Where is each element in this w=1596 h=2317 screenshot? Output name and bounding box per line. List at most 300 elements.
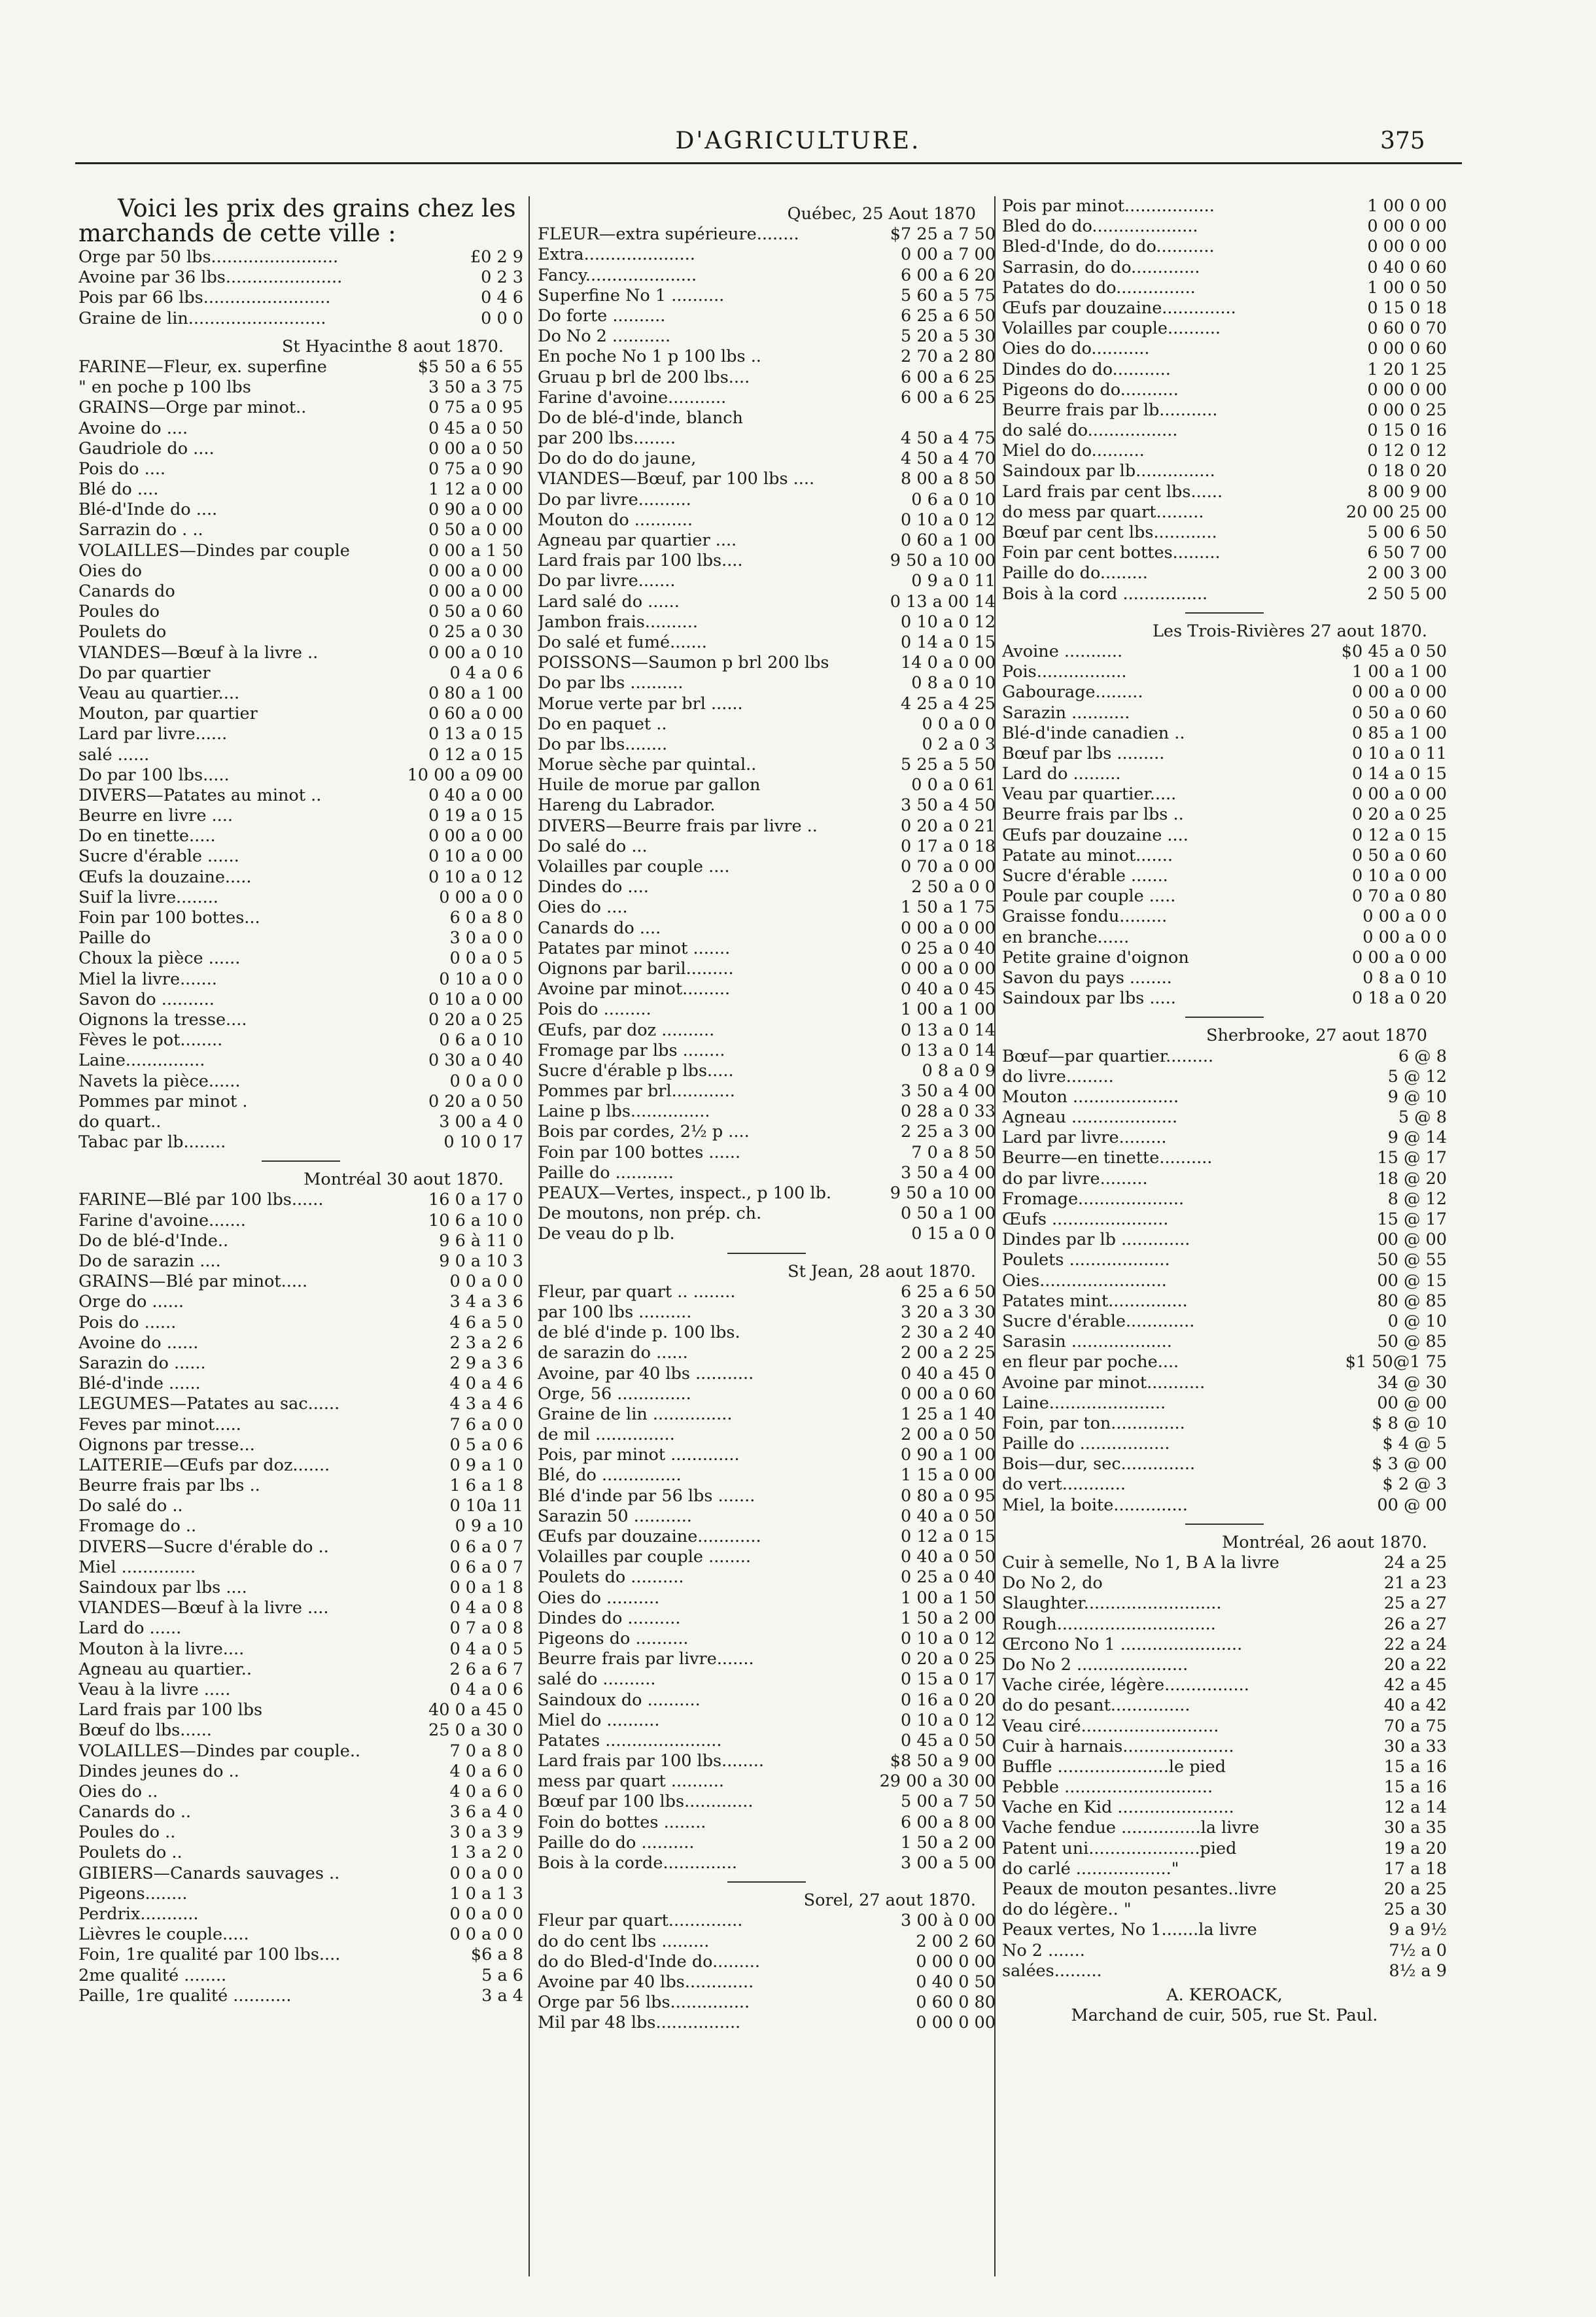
price-row bbox=[1002, 298, 1447, 319]
intro-line: Voici les prix des grains chez les bbox=[118, 196, 516, 222]
price-value: 3 00 à 0 00 bbox=[901, 1911, 996, 1931]
price-value: 0 85 a 1 00 bbox=[1352, 723, 1447, 743]
price-value: 2 9 a 3 6 bbox=[449, 1353, 523, 1373]
price-item: GRAINS—Orge par minot.. bbox=[78, 398, 307, 418]
price-row bbox=[78, 1680, 523, 1700]
price-value: 5 00 a 7 50 bbox=[901, 1792, 996, 1812]
price-value: 0 4 a 0 8 bbox=[449, 1598, 523, 1618]
price-row bbox=[538, 286, 996, 306]
price-row bbox=[538, 795, 996, 816]
price-value: 0 9 a 1 0 bbox=[449, 1455, 523, 1475]
price-item: Perdrix........... bbox=[78, 1904, 199, 1925]
price-row bbox=[78, 622, 523, 642]
price-value: 1 00 0 50 bbox=[1367, 277, 1447, 298]
price-value: £0 2 9 bbox=[470, 247, 523, 267]
price-row bbox=[78, 1010, 523, 1030]
price-value: 0 00 0 00 bbox=[1367, 237, 1447, 257]
price-row bbox=[1002, 1594, 1447, 1614]
price-row bbox=[1002, 502, 1447, 523]
price-item: Gabourage......... bbox=[1002, 682, 1143, 703]
price-item: Savon du pays ........ bbox=[1002, 967, 1172, 988]
price-value: $5 50 a 6 55 bbox=[417, 357, 523, 377]
price-value: 0 8 a 0 10 bbox=[911, 673, 996, 693]
price-row bbox=[538, 490, 996, 510]
price-value: 0 13 a 0 14 bbox=[901, 1040, 996, 1060]
price-item: Canards do bbox=[78, 582, 175, 602]
price-row bbox=[538, 1323, 996, 1343]
price-value: 8 @ 12 bbox=[1387, 1189, 1447, 1209]
price-item: Farine d'avoine........... bbox=[538, 387, 727, 408]
price-row bbox=[78, 1822, 523, 1843]
price-item: Sarrazin do . .. bbox=[78, 520, 203, 540]
price-row bbox=[78, 247, 523, 268]
price-value: 0 10 a 0 12 bbox=[901, 612, 996, 632]
price-value: 0 75 a 0 90 bbox=[428, 459, 523, 479]
price-value: 0 13 a 00 14 bbox=[890, 591, 996, 612]
price-value: 10 6 a 10 0 bbox=[428, 1210, 523, 1230]
price-value: $ 4 @ 5 bbox=[1382, 1434, 1447, 1454]
price-row bbox=[1002, 1271, 1447, 1291]
price-value: 2 25 a 3 00 bbox=[901, 1122, 996, 1142]
price-item: Dindes do .......... bbox=[538, 1608, 681, 1628]
price-item: Vache cirée, légère................ bbox=[1002, 1675, 1249, 1696]
price-value: 0 10 a 0 00 bbox=[428, 846, 523, 867]
price-item: Orge, 56 .............. bbox=[538, 1384, 691, 1404]
price-row bbox=[78, 1092, 523, 1112]
price-row bbox=[538, 1343, 996, 1363]
price-row bbox=[78, 1945, 523, 1965]
price-row bbox=[1002, 1900, 1447, 1920]
price-item: Mouton .................... bbox=[1002, 1087, 1179, 1107]
price-value: 34 @ 30 bbox=[1377, 1372, 1447, 1393]
price-value: 0 0 a 0 0 bbox=[922, 714, 996, 734]
price-row bbox=[1002, 928, 1447, 948]
price-value: 20 a 25 bbox=[1383, 1879, 1447, 1900]
price-value: 1 00 a 1 00 bbox=[901, 1000, 996, 1020]
price-item: Pois par minot................. bbox=[1002, 196, 1215, 216]
price-value: 2 00 a 2 25 bbox=[901, 1343, 996, 1363]
price-item: Gruau p brl de 200 lbs.... bbox=[538, 367, 750, 387]
price-item: Sucre d'érable ....... bbox=[1002, 866, 1168, 886]
price-row bbox=[1002, 523, 1447, 543]
price-item: Miel do .......... bbox=[538, 1710, 660, 1730]
price-row bbox=[78, 1782, 523, 1802]
price-row bbox=[538, 1302, 996, 1323]
price-value: 10 00 a 09 00 bbox=[407, 765, 523, 785]
price-row bbox=[538, 531, 996, 551]
price-value: 0 40 a 45 0 bbox=[901, 1363, 996, 1384]
price-row bbox=[1002, 1777, 1447, 1798]
price-value: 0 6 a 0 7 bbox=[449, 1557, 523, 1577]
price-row bbox=[78, 663, 523, 684]
price-item: par 100 lbs .......... bbox=[538, 1302, 692, 1322]
price-item: Pigeons........ bbox=[78, 1883, 188, 1904]
price-value: 0 00 a 0 0 bbox=[1362, 927, 1447, 947]
price-value: 2 70 a 2 80 bbox=[901, 347, 996, 367]
price-item: Paille do ........... bbox=[538, 1162, 674, 1183]
price-row bbox=[1002, 826, 1447, 846]
price-value: 0 00 0 00 bbox=[1367, 379, 1447, 400]
price-row bbox=[538, 775, 996, 795]
price-row bbox=[538, 1588, 996, 1609]
price-value: 3 00 a 5 00 bbox=[901, 1853, 996, 1873]
price-item: Beurre frais par livre....... bbox=[538, 1649, 754, 1669]
signer-name: A. KEROACK, bbox=[1166, 1985, 1283, 2005]
price-row bbox=[538, 1792, 996, 1812]
price-item: Oies do .. bbox=[78, 1781, 158, 1802]
price-value: 15 a 16 bbox=[1383, 1756, 1447, 1777]
price-row bbox=[538, 959, 996, 979]
price-value: 3 0 a 3 9 bbox=[449, 1822, 523, 1843]
price-value: 0 45 a 0 50 bbox=[901, 1730, 996, 1751]
price-item: salé ...... bbox=[78, 744, 150, 765]
price-item: Bois—dur, sec.............. bbox=[1002, 1454, 1196, 1474]
price-item: Pommes par minot . bbox=[78, 1091, 248, 1111]
price-item: Avoine par minot......... bbox=[538, 979, 731, 1000]
price-value: 0 40 0 50 bbox=[916, 1972, 996, 1992]
price-item: Dindes jeunes do .. bbox=[78, 1761, 239, 1781]
price-value: 0 90 a 1 00 bbox=[901, 1445, 996, 1465]
price-value: 0 4 a 0 5 bbox=[449, 1639, 523, 1659]
price-row bbox=[538, 1690, 996, 1711]
market-heading: Sorel, 27 aout 1870. bbox=[803, 1890, 976, 1911]
price-value: 50 @ 55 bbox=[1377, 1250, 1447, 1270]
price-item: Rough.............................. bbox=[1002, 1614, 1216, 1634]
price-row bbox=[538, 1669, 996, 1690]
price-row bbox=[78, 990, 523, 1010]
price-row bbox=[78, 1802, 523, 1822]
price-item: Poulets ................... bbox=[1002, 1250, 1170, 1270]
price-value: 0 00 a 0 00 bbox=[901, 918, 996, 938]
price-row bbox=[1002, 907, 1447, 927]
price-row bbox=[1002, 441, 1447, 461]
price-row bbox=[538, 469, 996, 489]
price-item: LAITERIE—Œufs par doz....... bbox=[78, 1455, 330, 1475]
price-item: Sarazin do ...... bbox=[78, 1353, 206, 1373]
price-item: do mess par quart......... bbox=[1002, 502, 1204, 522]
price-value bbox=[993, 408, 996, 428]
price-row bbox=[1002, 237, 1447, 257]
price-value: 0 70 a 0 80 bbox=[1352, 886, 1447, 907]
price-value: 0 20 a 0 25 bbox=[901, 1649, 996, 1669]
price-item: VIANDES—Bœuf, par 100 lbs .... bbox=[538, 469, 815, 489]
price-row bbox=[78, 1966, 523, 1986]
price-row bbox=[78, 1071, 523, 1092]
price-value: 0 0 a 1 8 bbox=[449, 1578, 523, 1598]
price-row bbox=[538, 1384, 996, 1404]
price-value: 0 00 a 0 0 bbox=[1362, 907, 1447, 927]
price-row bbox=[1002, 1635, 1447, 1655]
price-item: Mouton, par quartier bbox=[78, 704, 258, 724]
price-item: do par livre......... bbox=[1002, 1168, 1148, 1189]
price-value: 0 50 a 0 60 bbox=[428, 602, 523, 622]
price-value: 9 50 a 10 00 bbox=[890, 551, 996, 571]
price-item: Peaux vertes, No 1.......la livre bbox=[1002, 1920, 1257, 1940]
price-value: 0 40 a 0 00 bbox=[428, 785, 523, 805]
price-item: Petite graine d'oignon bbox=[1002, 947, 1189, 967]
price-row bbox=[1002, 1454, 1447, 1474]
price-value: 4 50 a 4 75 bbox=[901, 428, 996, 449]
price-value: 6 25 a 6 50 bbox=[901, 305, 996, 326]
price-value: 6 0 a 8 0 bbox=[449, 908, 523, 928]
price-item: Avoine, par 40 lbs ........... bbox=[538, 1363, 754, 1384]
price-item: Buffle .....................le pied bbox=[1002, 1756, 1226, 1777]
price-value: 1 50 a 1 75 bbox=[901, 897, 996, 918]
price-row bbox=[1002, 988, 1447, 1009]
price-value: 6 00 a 6 25 bbox=[901, 367, 996, 387]
page-number: 375 bbox=[1380, 128, 1425, 154]
price-row bbox=[1002, 360, 1447, 380]
price-value: 21 a 23 bbox=[1383, 1573, 1447, 1594]
price-value: 0 60 a 1 00 bbox=[901, 531, 996, 551]
price-item: do quart.. bbox=[78, 1111, 162, 1132]
price-row bbox=[78, 1374, 523, 1394]
price-value: 0 9 a 0 11 bbox=[911, 571, 996, 591]
price-row bbox=[78, 268, 523, 288]
price-row bbox=[78, 500, 523, 520]
price-item: do vert............ bbox=[1002, 1474, 1126, 1495]
price-item: Beurre—en tinette.......... bbox=[1002, 1148, 1213, 1168]
price-value: 6 25 a 6 50 bbox=[901, 1281, 996, 1302]
price-item: Do par livre.......... bbox=[538, 489, 691, 510]
price-item: Dindes do do........... bbox=[1002, 359, 1171, 379]
price-item: salé do .......... bbox=[538, 1669, 656, 1690]
price-value: 0 18 0 20 bbox=[1367, 461, 1447, 481]
price-value: 0 20 a 0 21 bbox=[901, 816, 996, 836]
price-row bbox=[78, 1415, 523, 1435]
price-row bbox=[1002, 1312, 1447, 1332]
price-value: 0 50 a 0 60 bbox=[1352, 845, 1447, 865]
price-row bbox=[538, 1183, 996, 1204]
price-value: 9 a 9½ bbox=[1389, 1920, 1447, 1940]
price-item: Orge par 56 lbs............... bbox=[538, 1993, 750, 2013]
price-item: Jambon frais.......... bbox=[538, 612, 698, 632]
price-item: Pois do ...... bbox=[78, 1312, 177, 1333]
price-item: Fancy..................... bbox=[538, 265, 697, 285]
price-item: Do do do do jaune, bbox=[538, 449, 697, 469]
price-row bbox=[538, 1567, 996, 1588]
column-right bbox=[1002, 196, 1447, 2026]
price-row bbox=[1002, 784, 1447, 805]
price-value: 0 10 a 0 00 bbox=[1352, 866, 1447, 886]
price-item: Do par quartier bbox=[78, 663, 211, 683]
price-value: 1 00 a 1 00 bbox=[1352, 662, 1447, 682]
price-value: $8 50 a 9 00 bbox=[890, 1751, 996, 1771]
price-row bbox=[78, 602, 523, 622]
price-item: Canards do .. bbox=[78, 1802, 192, 1822]
price-value: 0 12 a 0 15 bbox=[428, 744, 523, 765]
price-value: 0 8 a 0 9 bbox=[922, 1060, 996, 1081]
price-row bbox=[1002, 1230, 1447, 1250]
price-row bbox=[78, 1455, 523, 1476]
price-item: mess par quart .......... bbox=[538, 1771, 724, 1792]
price-value: 0 18 a 0 20 bbox=[1352, 988, 1447, 1009]
price-row bbox=[1002, 1189, 1447, 1210]
price-value: 1 12 a 0 00 bbox=[428, 479, 523, 500]
price-value: 6 00 a 6 25 bbox=[901, 387, 996, 408]
price-value: 40 a 42 bbox=[1383, 1696, 1447, 1716]
price-value: 0 00 0 60 bbox=[1367, 339, 1447, 359]
price-value: 3 50 a 3 75 bbox=[428, 377, 523, 398]
price-row bbox=[538, 653, 996, 673]
price-value: 7 0 a 8 50 bbox=[911, 1142, 996, 1162]
price-value: 0 16 a 0 20 bbox=[901, 1690, 996, 1710]
price-row bbox=[1002, 1573, 1447, 1594]
price-item: Paille do ................. bbox=[1002, 1434, 1170, 1454]
price-value: $ 2 @ 3 bbox=[1382, 1474, 1447, 1495]
price-item: Fromage par lbs ........ bbox=[538, 1040, 725, 1060]
price-value: 0 4 a 0 6 bbox=[449, 663, 523, 683]
price-item: Patates ...................... bbox=[538, 1730, 722, 1751]
section-separator bbox=[1185, 1017, 1264, 1018]
price-value: 0 15 a 0 0 bbox=[911, 1224, 996, 1244]
price-row bbox=[1002, 1128, 1447, 1148]
price-item: Bois à la cord ................ bbox=[1002, 584, 1208, 604]
price-value: 15 @ 17 bbox=[1377, 1148, 1447, 1168]
price-value: 0 4 a 0 6 bbox=[449, 1679, 523, 1699]
price-row bbox=[1002, 886, 1447, 907]
price-row bbox=[1002, 948, 1447, 968]
price-item: Sarazin 50 ........... bbox=[538, 1506, 692, 1526]
price-value: 3 00 a 4 0 bbox=[439, 1111, 523, 1132]
price-value: 8 00 9 00 bbox=[1367, 481, 1447, 502]
price-item: Foin, 1re qualité par 100 lbs.... bbox=[78, 1945, 341, 1965]
price-row bbox=[538, 1771, 996, 1792]
price-value: 4 50 a 4 70 bbox=[901, 449, 996, 469]
price-row bbox=[1002, 1675, 1447, 1696]
price-value: 0 90 a 0 00 bbox=[428, 500, 523, 520]
price-row bbox=[78, 1333, 523, 1353]
price-item: Canards do .... bbox=[538, 918, 661, 938]
price-item: Oies do .... bbox=[538, 897, 628, 918]
price-item: Volailles par couple ........ bbox=[538, 1547, 751, 1567]
price-item: Bois par cordes, 2½ p .... bbox=[538, 1122, 750, 1142]
price-value: 9 0 a 10 3 bbox=[439, 1251, 523, 1272]
price-value: 2 30 a 2 40 bbox=[901, 1323, 996, 1343]
column-divider bbox=[529, 196, 530, 2276]
price-row bbox=[78, 1231, 523, 1251]
price-row bbox=[1002, 258, 1447, 278]
price-row bbox=[538, 266, 996, 286]
price-row bbox=[78, 846, 523, 867]
price-item: Œufs la douzaine..... bbox=[78, 867, 252, 887]
price-row bbox=[538, 1527, 996, 1547]
price-row bbox=[78, 1904, 523, 1925]
price-value: 4 25 a 4 25 bbox=[901, 693, 996, 714]
price-value: 0 00 a 0 00 bbox=[428, 826, 523, 846]
price-item: Beurre frais par lb........... bbox=[1002, 400, 1218, 420]
price-value: 0 0 0 bbox=[481, 308, 523, 328]
price-row bbox=[538, 306, 996, 326]
price-row bbox=[1002, 968, 1447, 988]
price-row bbox=[78, 1618, 523, 1639]
price-row bbox=[1002, 846, 1447, 866]
price-value: 0 40 a 0 50 bbox=[901, 1547, 996, 1567]
price-item: Lard frais par 100 lbs........ bbox=[538, 1751, 764, 1771]
price-item: Patates par minot ....... bbox=[538, 938, 731, 958]
price-value: 0 00 0 00 bbox=[1367, 217, 1447, 237]
price-value: 0 25 a 0 30 bbox=[428, 622, 523, 642]
price-value: 0 40 a 0 45 bbox=[901, 979, 996, 1000]
price-value: 20 a 22 bbox=[1383, 1654, 1447, 1675]
price-row bbox=[538, 428, 996, 449]
price-row bbox=[1002, 1941, 1447, 1961]
price-value: 00 @ 00 bbox=[1377, 1230, 1447, 1250]
price-item: Vache en Kid ...................... bbox=[1002, 1798, 1234, 1818]
price-row bbox=[1002, 1818, 1447, 1838]
price-row bbox=[78, 1537, 523, 1558]
price-row bbox=[78, 1516, 523, 1537]
price-value: 4 0 a 4 6 bbox=[449, 1374, 523, 1394]
price-item: VIANDES—Bœuf à la livre .... bbox=[78, 1598, 329, 1618]
price-item: Paille, 1re qualité ........... bbox=[78, 1985, 292, 2006]
price-item: Veau par quartier..... bbox=[1002, 784, 1177, 805]
price-value: 0 00 0 25 bbox=[1367, 400, 1447, 420]
price-item: Suif la livre........ bbox=[78, 887, 218, 907]
price-item: DIVERS—Patates au minot .. bbox=[78, 785, 322, 805]
price-value: 0 40 a 0 50 bbox=[901, 1506, 996, 1526]
price-item: Cuir à semelle, No 1, B A la livre bbox=[1002, 1553, 1279, 1573]
price-row bbox=[78, 1112, 523, 1132]
price-row bbox=[1002, 461, 1447, 481]
price-item: Lard salé do ...... bbox=[538, 591, 680, 612]
price-item: DIVERS—Beurre frais par livre .. bbox=[538, 816, 818, 836]
price-row bbox=[538, 245, 996, 265]
price-value: 00 @ 15 bbox=[1377, 1270, 1447, 1291]
price-item: Saindoux par lbs ..... bbox=[1002, 988, 1176, 1009]
price-value: 1 25 a 1 40 bbox=[901, 1404, 996, 1424]
price-value: $ 8 @ 10 bbox=[1372, 1413, 1447, 1433]
price-item: Poulets do .. bbox=[78, 1843, 182, 1863]
price-row bbox=[538, 1122, 996, 1142]
price-item: Sarrasin, do do............. bbox=[1002, 257, 1200, 277]
price-row bbox=[1002, 1087, 1447, 1107]
price-item: Laine...................... bbox=[1002, 1393, 1166, 1413]
price-item: Foin par cent bottes......... bbox=[1002, 543, 1221, 563]
price-row bbox=[1002, 196, 1447, 217]
price-row bbox=[78, 643, 523, 663]
price-item: Pois do ......... bbox=[538, 1000, 651, 1020]
price-value: 0 13 a 0 15 bbox=[428, 724, 523, 744]
price-value: 2 50 a 0 0 bbox=[911, 877, 996, 897]
price-row bbox=[538, 694, 996, 714]
price-row bbox=[1002, 482, 1447, 502]
price-item: Blé-d'inde ...... bbox=[78, 1374, 201, 1394]
price-item: Avoine do .... bbox=[78, 418, 188, 438]
price-item: do do Bled-d'Inde do......... bbox=[538, 1951, 761, 1972]
price-value: 0 15 0 16 bbox=[1367, 421, 1447, 441]
price-item: Œufs, par doz .......... bbox=[538, 1020, 715, 1040]
price-row bbox=[538, 1000, 996, 1020]
price-row bbox=[538, 1224, 996, 1244]
price-row bbox=[538, 1731, 996, 1751]
price-item: Œufs par douzaine .... bbox=[1002, 825, 1188, 845]
price-value: 0 12 a 0 15 bbox=[901, 1527, 996, 1547]
price-value: 0 00 a 0 0 bbox=[439, 887, 523, 907]
price-row bbox=[78, 949, 523, 969]
price-value: 0 10 a 0 12 bbox=[428, 867, 523, 887]
price-value: 0 4 6 bbox=[481, 288, 523, 308]
market-heading: St Hyacinthe 8 aout 1870. bbox=[281, 336, 504, 357]
price-row bbox=[78, 1313, 523, 1333]
price-value: 0 14 a 0 15 bbox=[1352, 764, 1447, 784]
price-row bbox=[78, 1132, 523, 1153]
price-row bbox=[78, 1435, 523, 1455]
price-item: Agneau au quartier.. bbox=[78, 1659, 252, 1679]
price-value: 22 a 24 bbox=[1383, 1634, 1447, 1654]
price-row bbox=[1002, 1474, 1447, 1495]
price-row bbox=[78, 1190, 523, 1210]
